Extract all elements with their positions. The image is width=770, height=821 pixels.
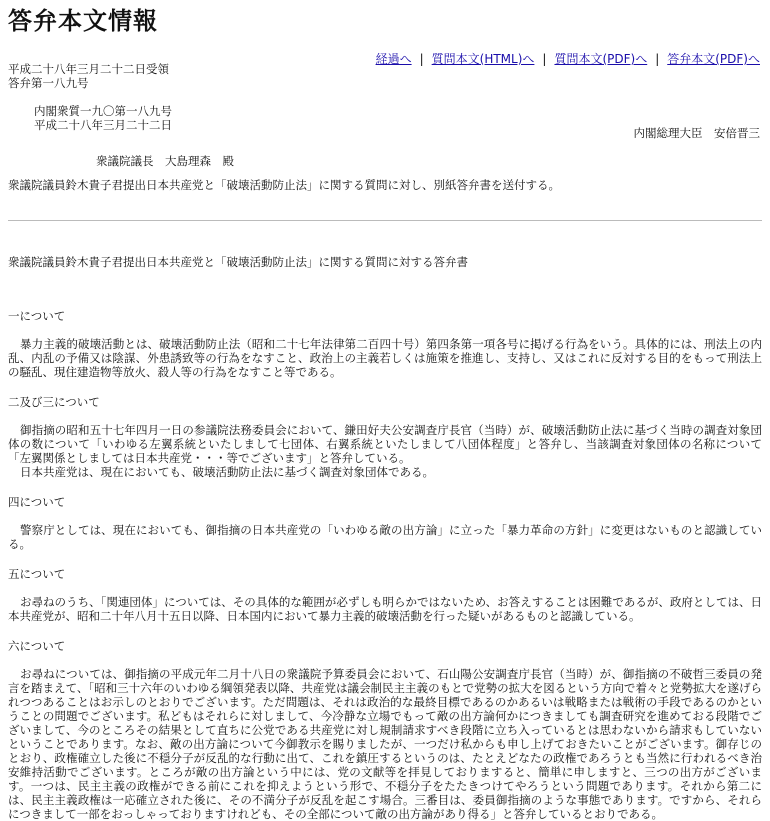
section-paragraph: お尋ねのうち、「関連団体」については、その具体的な範囲が必ずしも明らかではないため、お答えすることは困難であるが、政府としては、日本共産党が、昭和二十年八月十五日以降、日本国内において暴力主義的破壊活動を行った疑いがあるものと認識している。: [8, 595, 762, 623]
nav-separator: |: [542, 52, 547, 66]
page-title: 答弁本文情報: [8, 7, 158, 35]
section-paragraph: 日本共産党は、現在においても、破壊活動防止法に基づく調査対象団体である。: [20, 465, 434, 479]
spacer: [8, 90, 172, 104]
section-heading: 六について: [8, 639, 66, 653]
answer-title: 衆議院議員鈴木貴子君提出日本共産党と「破壊活動防止法」に関する質問に対する答弁書: [8, 255, 468, 269]
navigation-links: [376, 52, 760, 66]
divider: [8, 220, 762, 221]
section-heading: 五について: [8, 567, 66, 581]
addressee: 衆議院議長 大島理森 殿: [96, 154, 234, 168]
link-question-html[interactable]: 質問本文(HTML)へ: [431, 52, 535, 66]
page-container: [0, 6, 770, 821]
cabinet-number: 内閣衆質一九〇第一八九号: [34, 104, 172, 118]
section-paragraph: 暴力主義的破壊活動とは、破壊活動防止法（昭和二十七年法律第二百四十号）第四条第一項各号に掲げる行為をいう。具体的には、刑法上の内乱、内乱の予備又は陰謀、外患誘致等の行為をなすこと、政治上の主義若しくは施策を推進し、支持し、又はこれに反対する目的をもって刑法上の騒乱、現住建造物等放火、殺人等の行為をなすこと等である。: [8, 337, 762, 379]
section-paragraph: お尋ねについては、御指摘の平成元年二月十八日の衆議院予算委員会において、石山陽公安調査庁長官（当時）が、御指摘の不破哲三委員の発言を踏まえて、「昭和三十六年のいわゆる綱領発表以降、共産党は議会制民主主義のもとで党勢の拡大を図るという方向で着々と党勢拡大を遂げられつつあることはお示しのとおりでございます。ただ問題は、それは政治的な最終目標であるのかあるいは戦略または戦術の手段であるのかということの問題でございます。私どもはそれらに対しまして、今冷静な立場でもって敵の出方論何かにつきましても調査研究を進めておる段階でございまして、今のところその結果として直ちに公党である共産党に対し規制請求すべき段階に立ち入っているとは思わないから請求もしていないということであります。なお、敵の出方論について今御教示を賜りましたが、一つだけ私からも申し上げておきたいことがございます。御存じのとおり、政権確立した後に不穏分子が反乱的な行動に出て、これを鎮圧するというのは、たとえどなたの政権であろうとも当然に行われるべき治安維持活動でございます。ところが敵の出方論という中には、党の文献等を拝見しておりますると、簡単に申しますと、三つの出方がございます。一つは、民主主義の政権ができる前にこれを抑えようという形で、不穏分子をたたきつけてやろうという問題であります。それから第二には、民主主義政権は一応確立された後に、その不満分子が反乱を起こす場合。三番目は、委員御指摘のような事態であります。ですから、それらにつきまして一部をおっしゃっておりますけれども、その全部について敵の出方論があり得る」と答弁しているとおりである。: [8, 667, 762, 821]
section-paragraph: 警察庁としては、現在においても、御指摘の日本共産党の「いわゆる敵の出方論」に立った「暴力革命の方針」に変更はないものと認識している。: [8, 523, 762, 551]
section-heading: 二及び三について: [8, 395, 100, 409]
section-heading: 四について: [8, 495, 66, 509]
nav-separator: |: [655, 52, 660, 66]
section-heading: 一について: [8, 309, 66, 323]
link-answer-pdf[interactable]: 答弁本文(PDF)へ: [667, 52, 760, 66]
nav-separator: |: [419, 52, 424, 66]
section-paragraph: 御指摘の昭和五十七年四月一日の参議院法務委員会において、鎌田好夫公安調査庁長官（当時）が、破壊活動防止法に基づく当時の調査対象団体の数について「いわゆる左翼系統といたしまして七団体、右翼系統といたしまして八団体程度」と答弁し、当該調査対象団体の名称について「左翼関係としましては日本共産党・・・等でございます」と答弁している。: [8, 423, 762, 465]
received-date: 平成二十八年三月二十二日受領: [8, 62, 169, 76]
sender-name: 内閣総理大臣 安倍晋三: [633, 126, 760, 140]
transmittal-line: 衆議院議員鈴木貴子君提出日本共産党と「破壊活動防止法」に関する質問に対し、別紙答弁書を送付する。: [8, 178, 560, 192]
link-question-pdf[interactable]: 質問本文(PDF)へ: [554, 52, 648, 66]
answer-number: 答弁第一八九号: [8, 76, 89, 90]
link-progress[interactable]: 経過へ: [375, 52, 412, 66]
document-header: [8, 36, 762, 154]
document-date: 平成二十八年三月二十二日: [34, 118, 172, 132]
document-metadata: [8, 62, 172, 132]
